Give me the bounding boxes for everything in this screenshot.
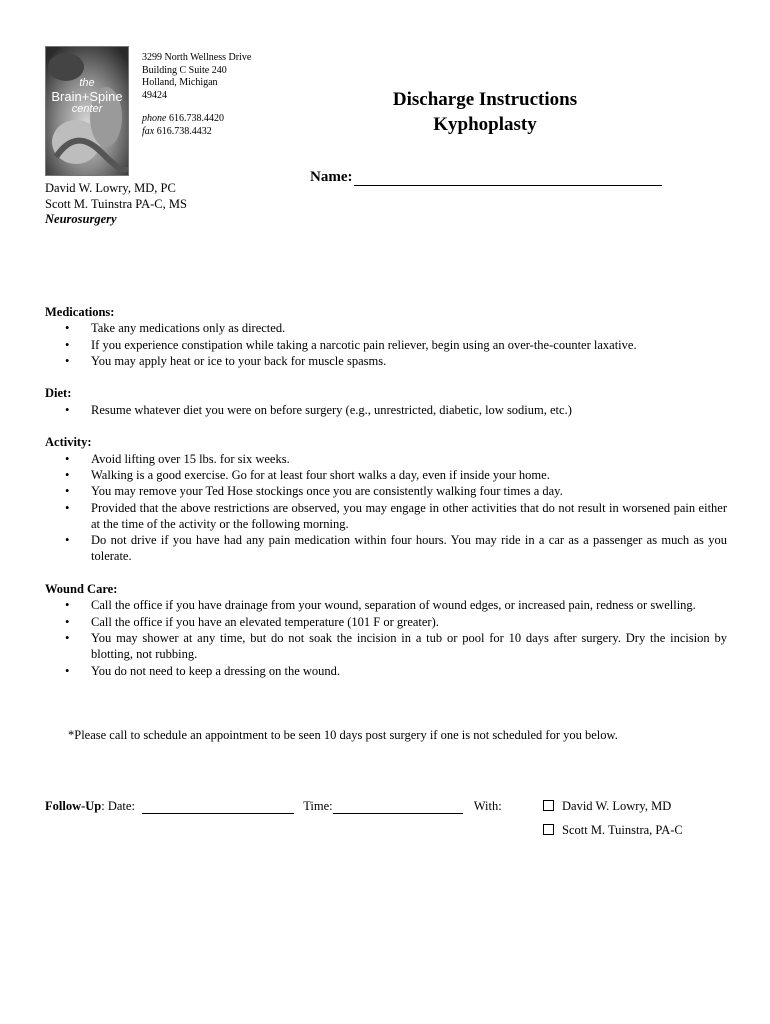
address-block xyxy=(142,52,282,138)
checkbox-icon[interactable] xyxy=(543,824,554,835)
list-item: • You may apply heat or ice to your back for muscle spasms. xyxy=(45,353,727,369)
logo-line-2: Brain+Spine xyxy=(51,89,123,104)
list-item: • Call the office if you have an elevated temperature (101 F or greater). xyxy=(45,614,727,630)
address-city: Holland, Michigan xyxy=(142,77,218,88)
time-blank[interactable] xyxy=(333,800,463,814)
list-item: • If you experience constipation while taking a narcotic pain reliever, begin using an over-the-counter laxative. xyxy=(45,337,727,353)
specialty: Neurosurgery xyxy=(45,212,117,226)
address-zip: 49424 xyxy=(142,89,167,101)
doctor-2: Scott M. Tuinstra PA-C, MS xyxy=(45,196,187,211)
instructions-body xyxy=(45,304,727,695)
title-line-2: Kyphoplasty xyxy=(433,114,537,135)
logo-line-3: center xyxy=(71,103,103,115)
document-title xyxy=(330,87,640,137)
logo-line-1: the xyxy=(79,77,95,89)
address-street: 3299 North Wellness Drive xyxy=(142,52,252,63)
doctor-1: David W. Lowry, MD, PC xyxy=(45,181,176,195)
section-heading: Wound Care: xyxy=(45,582,118,597)
list-item: • You do not need to keep a dressing on the wound. xyxy=(45,663,727,679)
fax-label: fax xyxy=(142,125,155,137)
fax-line xyxy=(142,126,282,139)
list-item: • Provided that the above restrictions are observed, you may engage in other activities that do not result in worsened pain either at the time of the activity or the following morning. xyxy=(45,500,727,533)
option-lowry[interactable] xyxy=(543,799,671,814)
address-building: Building C Suite 240 xyxy=(142,64,227,76)
list-item: • Avoid lifting over 15 lbs. for six weeks. xyxy=(45,451,727,467)
name-label: Name: xyxy=(310,169,353,185)
checkbox-icon[interactable] xyxy=(543,800,554,811)
list-item: • Resume whatever diet you were on before surgery (e.g., unrestricted, diabetic, low sodium, etc.) xyxy=(45,402,727,418)
list-item: • Take any medications only as directed. xyxy=(45,320,727,336)
phone-number: 616.738.4420 xyxy=(168,113,224,124)
appointment-note: *Please call to schedule an appointment to be seen 10 days post surgery if one is not scheduled for you below. xyxy=(68,728,618,742)
brain-spine-center-logo xyxy=(45,46,129,176)
list-item: • Walking is a good exercise. Go for at least four short walks a day, even if inside your home. xyxy=(45,467,727,483)
phone-label: phone xyxy=(142,113,167,124)
section-wound-care xyxy=(45,581,727,679)
date-blank[interactable] xyxy=(142,800,294,814)
option-tuinstra[interactable] xyxy=(543,823,683,838)
list-item: • You may shower at any time, but do not soak the incision in a tub or pool for 10 days after surgery. Dry the incision by blotting, not rubbing. xyxy=(45,630,727,663)
name-blank-line[interactable] xyxy=(354,170,662,186)
list-item: • Do not drive if you have had any pain medication within four hours. You may ride in a car as a passenger as much as you tolerate. xyxy=(45,532,727,565)
date-label: Date: xyxy=(107,799,135,813)
option-label: David W. Lowry, MD xyxy=(562,799,672,813)
section-activity xyxy=(45,434,727,564)
option-label: Scott M. Tuinstra, PA-C xyxy=(562,823,683,837)
fax-number: 616.738.4432 xyxy=(156,125,212,137)
patient-name-field[interactable] xyxy=(310,169,662,186)
phone-line xyxy=(142,113,282,126)
provider-block xyxy=(45,181,187,228)
list-item: • Call the office if you have drainage from your wound, separation of wound edges, or increased pain, redness or swelling. xyxy=(45,597,727,613)
section-heading: Diet: xyxy=(45,386,72,401)
title-line-1: Discharge Instructions xyxy=(392,89,578,110)
follow-up-label: Follow-Up xyxy=(45,799,102,813)
time-label: Time: xyxy=(303,799,333,813)
section-heading: Activity: xyxy=(45,435,92,450)
with-label: With: xyxy=(473,799,502,813)
section-heading: Medications: xyxy=(45,305,115,319)
section-diet xyxy=(45,385,727,418)
follow-up-row: Follow-Up: Date: Time: With: xyxy=(45,799,502,813)
section-medications xyxy=(45,304,727,369)
list-item: • You may remove your Ted Hose stockings once you are consistently walking four times a day. xyxy=(45,483,727,499)
